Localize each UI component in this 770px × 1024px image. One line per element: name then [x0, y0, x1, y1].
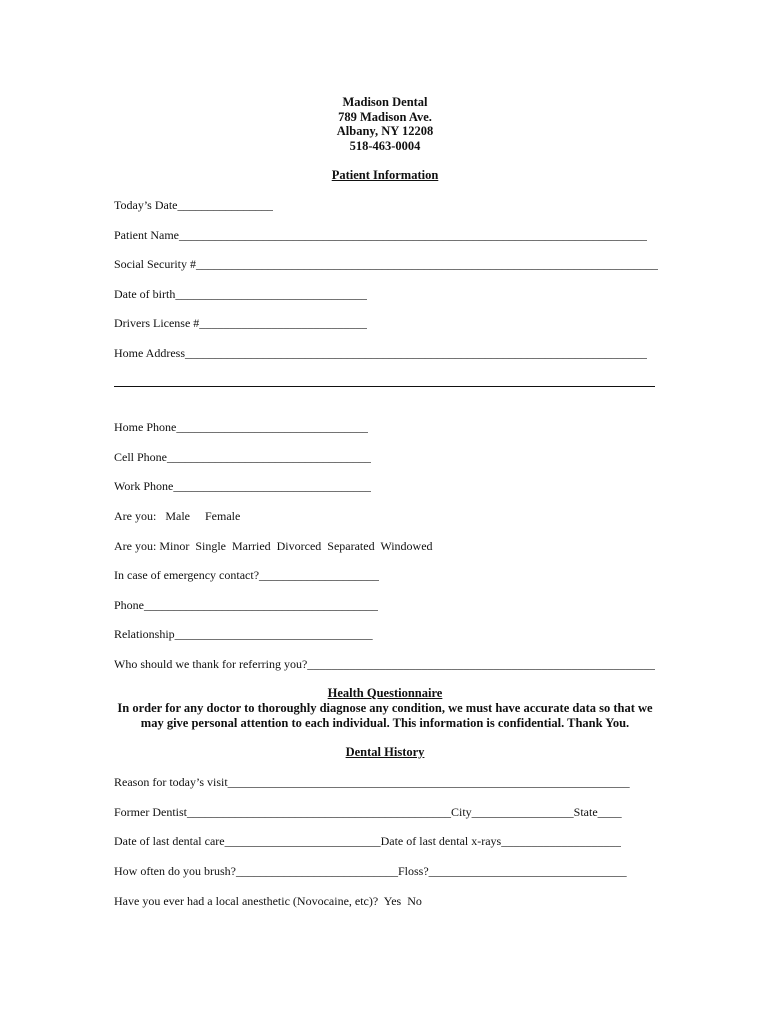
sex-options[interactable]: Are you: Male Female [114, 509, 241, 523]
date-of-birth-field[interactable]: Date of birth________________________________ [114, 287, 368, 301]
practice-city: Albany, NY 12208 [336, 124, 434, 138]
social-security-field[interactable]: Social Security #_____________________________________________________________________________ [114, 257, 658, 271]
home-address-field[interactable]: Home Address_____________________________________________________________________________ [114, 346, 647, 360]
drivers-license-field[interactable]: Drivers License #____________________________ [114, 316, 368, 330]
confidentiality-note: In order for any doctor to thoroughly diagnose any condition, we must have accurate data so that we may give personal attention to each individual. This information is confidential. Thank You. [117, 701, 653, 730]
home-phone-field[interactable]: Home Phone________________________________ [114, 420, 369, 434]
todays-date-field[interactable]: Today’s Date________________ [114, 198, 274, 212]
patient-name-field[interactable]: Patient Name______________________________________________________________________________ [114, 228, 647, 242]
last-dental-care-field[interactable]: Date of last dental care__________________________Date of last dental x-rays____________________ [114, 834, 622, 848]
brushing-frequency-field[interactable]: How often do you brush?___________________________Floss?_________________________________ [114, 864, 627, 878]
practice-address: 789 Madison Ave. [338, 109, 432, 124]
practice-name: Madison Dental [342, 95, 428, 109]
relationship-field[interactable]: Relationship_________________________________ [114, 627, 373, 641]
home-address-continuation-line[interactable] [114, 386, 655, 387]
dental-history-title: Dental History [345, 745, 425, 759]
practice-phone: 518-463-0004 [349, 138, 421, 153]
patient-information-title: Patient Information [331, 168, 439, 182]
referral-field[interactable]: Who should we thank for referring you?__________________________________________________________ [114, 657, 656, 671]
practice-header [0, 95, 770, 153]
marital-status-options[interactable]: Are you: Minor Single Married Divorced Separated Windowed [114, 539, 433, 553]
cell-phone-field[interactable]: Cell Phone__________________________________ [114, 450, 371, 464]
health-questionnaire-title: Health Questionnaire [327, 686, 443, 700]
visit-reason-field[interactable]: Reason for today’s visit___________________________________________________________________ [114, 775, 630, 789]
former-dentist-field[interactable]: Former Dentist____________________________________________City_________________State____ [114, 805, 622, 819]
work-phone-field[interactable]: Work Phone_________________________________ [114, 479, 372, 493]
emergency-phone-field[interactable]: Phone_______________________________________ [114, 598, 378, 612]
local-anesthetic-question[interactable]: Have you ever had a local anesthetic (Novocaine, etc)? Yes No [114, 894, 422, 908]
emergency-contact-field[interactable]: In case of emergency contact?____________________ [114, 568, 380, 582]
